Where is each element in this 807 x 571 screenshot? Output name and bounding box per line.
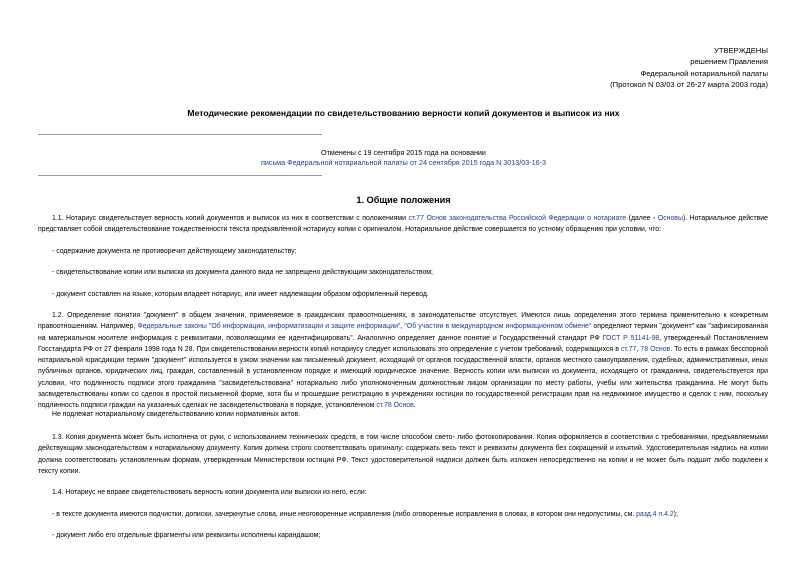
condition-item: - содержание документа не противоречит действующему законодательству; — [52, 248, 297, 255]
paragraph-1-4: 1.4. Нотариус не вправе свидетельствовать верность копии документа или выписки из него, если: — [52, 489, 367, 496]
paragraph-1-1 — [38, 213, 768, 236]
approval-line: УТВЕРЖДЕНЫ — [714, 46, 768, 55]
paragraph-normative: Не подлежат нотариальному свидетельствованию копии нормативных актов. — [52, 411, 301, 418]
law-link-osnovy[interactable]: Основы — [657, 215, 683, 222]
text-run: ); — [673, 511, 678, 518]
law-link-international-exchange[interactable]: "Об участии в международном информационном обмене" — [404, 323, 592, 331]
text-run: . — [413, 402, 416, 410]
document-title: Методические рекомендации по свидетельствованию верности копий документов и выписок из них — [187, 108, 620, 118]
law-link-art77[interactable]: ст.77 Основ законодательства Российской Федерации о нотариате — [408, 215, 627, 222]
law-link-art77[interactable]: ст.77 — [620, 345, 637, 353]
text-run: ). Нотариальное действие представляет собой свидетельствование тождественности текста предъявленной нотариусу копии с оригиналом. Нотариальное действие совершается по устному обращению при условии, что: — [38, 215, 768, 234]
text-run: 1.2. Определение понятия "документ" в общем значении, применяемое в гражданских правоотношениях, в законодательстве отсутствует. Имеются лишь определения этого термина применительно к конкретным правоотношениям. Например, — [38, 312, 768, 331]
condition-item: - документ либо его отдельные фрагменты или реквизиты исполнены карандашом; — [52, 532, 321, 539]
gost-link[interactable]: ГОСТ Р 51141-98 — [602, 334, 660, 342]
paragraph-1-3: 1.3. Копия документа может быть исполнена от руки, с использованием технических средств, в том числе способом свето- либо фотокопирования. Копия оформляется в соответствии с требованиями, предъявляемыми действующим законодательством к нотариальному документу. Копия должна строго соответствовать оригиналу: содержать весь текст и реквизиты документа без сокращений и изъятий. Удостоверительная надпись на копии должна соответствовать установленным формам, утвержденным Министерством юстиции РФ. Текст удостоверительной надписи должен быть изложен непосредственно на копии и не может быть подшит либо подклеен к тексту копии. — [38, 434, 768, 475]
law-link-information[interactable]: Федеральные законы "Об информации, информатизации и защите информации" — [137, 323, 401, 331]
section-heading: 1. Общие положения — [356, 195, 451, 205]
law-link-art78[interactable]: 78 Основ — [640, 345, 671, 353]
approval-line: (Протокол N 03/03 от 26-27 марта 2003 года) — [610, 79, 768, 89]
condition-item: - документ составлен на языке, которым владеет нотариус, или имеет надлежащим образом оформленный перевод. — [52, 291, 429, 298]
text-run: 1.1. Нотариус свидетельствует верность копий документов и выписок из них в соответствии с положениями — [52, 215, 409, 222]
text-run: (далее - — [626, 215, 658, 222]
text-run: , — [400, 323, 405, 331]
condition-item — [52, 509, 768, 520]
approval-line: решением Правления — [690, 57, 768, 67]
text-run: , утвержденный Постановлением Госстандарта РФ от 27 февраля 1998 года N 28. При свидетельствовании верности копий нотариусу следует использовать это определение с учетом требований, содержащихся в — [38, 334, 768, 353]
law-link-art78-osnov[interactable]: ст.78 Основ — [376, 402, 414, 410]
divider — [38, 175, 322, 176]
cancel-notice: Отменены с 19 сентября 2015 года на основании — [321, 148, 486, 157]
cancel-letter-link[interactable]: письма Федеральной нотариальной палаты от 24 сентября 2015 года N 3013/03-16-3 — [260, 158, 547, 167]
paragraph-1-2 — [38, 310, 768, 412]
text-run: , — [636, 345, 641, 353]
divider — [38, 134, 322, 135]
text-run: определяют термин "документ" как "зафиксированная на материальном носителе информация с реквизитами, позволяющими ее идентифицировать". Аналогично определяет данное понятие и Государственный стандарт РФ — [38, 323, 768, 342]
cancel-notice-link-line — [0, 158, 807, 167]
condition-item: - свидетельствование копии или выписки из документа данного вида не запрещено действующим законодательством; — [52, 269, 433, 276]
approval-block — [610, 45, 768, 90]
section-4-link[interactable]: разд.4 п.4.2 — [636, 511, 674, 518]
text-run: - в тексте документа имеются подчистки, дописки, зачеркнутые слова, иные неоговоренные исправления (либо оговоренные исправления в словах, в котором они недопустимы, см. — [52, 511, 637, 518]
text-run: . То есть в рамках бесспорной нотариальной юрисдикции термин "документ" используется в узком значении как письменный документ, исходящий от органов государственной власти, органов местного самоуправления, судебных, административных, иных публичных органов, юридических лиц, граждан, составленный в установленном порядке и имеющий юридическое значение. Верность копии или выписки из документа, исходящего от гражданина, свидетельствуется при условии, что подлинность подписи этого гражданина "засвидетельствована" нотариально либо уполномоченным должностным лицом организации по месту работы, учебы или жительства гражданина. Не могут быть засвидетельствованы копии со сделок в простой письменной форме, хотя бы и прошедшие регистрацию в учреждениях юстиции по государственной регистрации прав на недвижимое имущество и сделок с ним, поскольку подлинность подписи граждан на указанных сделках не засвидетельствована в порядке, установленном — [38, 345, 768, 410]
approval-line: Федеральной нотариальной палаты — [640, 68, 768, 78]
